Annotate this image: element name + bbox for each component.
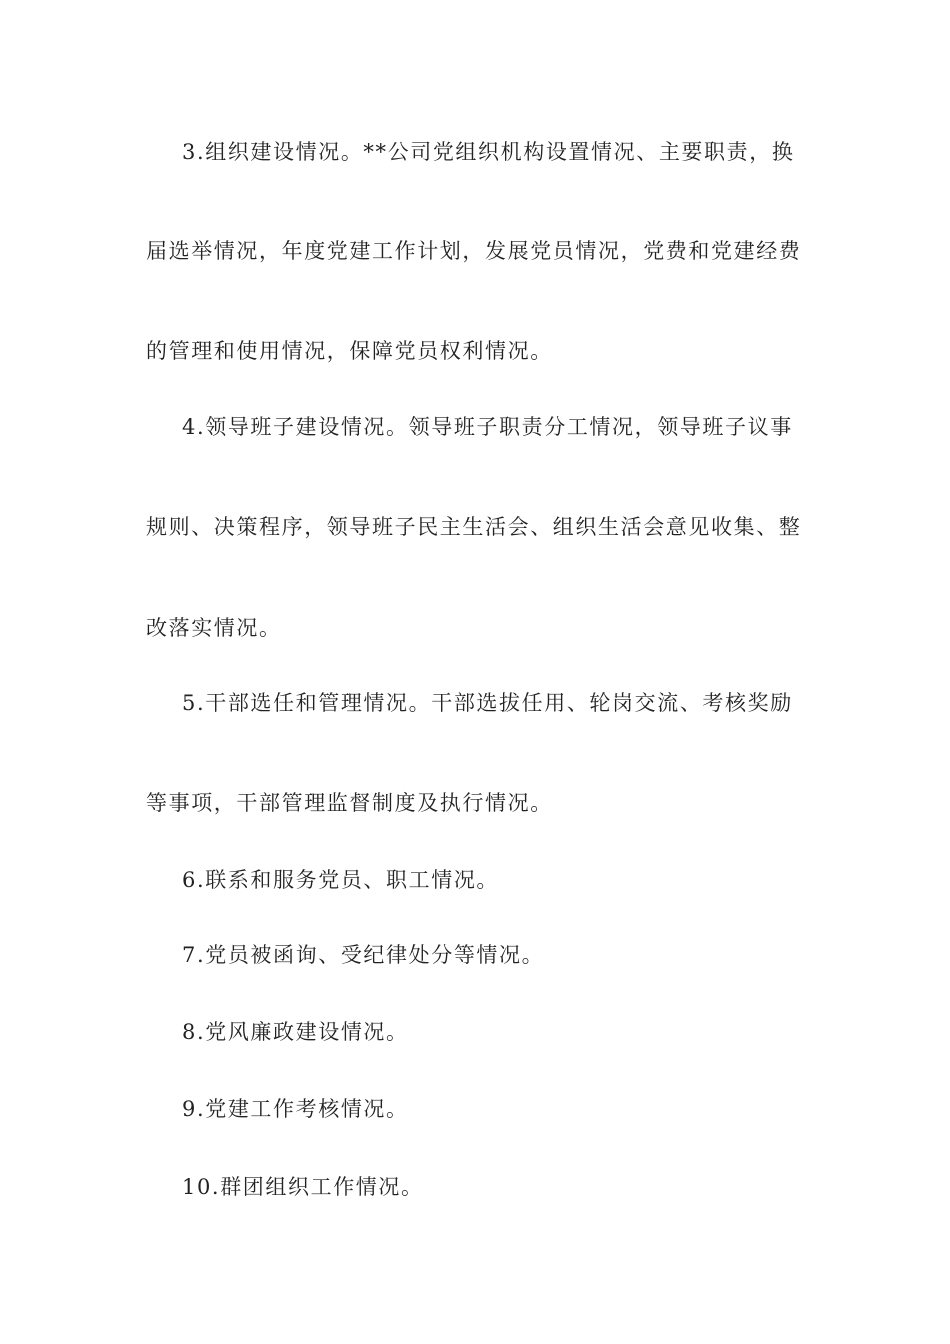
item-4-line-3: 改落实情况。 <box>146 616 282 640</box>
item-9: 9.党建工作考核情况。 <box>182 1097 409 1121</box>
item-8: 8.党风廉政建设情况。 <box>182 1020 409 1044</box>
item-4-line-1: 4.领导班子建设情况。领导班子职责分工情况，领导班子议事 <box>182 415 793 439</box>
item-3-line-3: 的管理和使用情况，保障党员权利情况。 <box>146 339 553 363</box>
item-7: 7.党员被函询、受纪律处分等情况。 <box>182 943 545 967</box>
item-10: 10.群团组织工作情况。 <box>182 1175 424 1199</box>
item-3-line-2: 届选举情况，年度党建工作计划，发展党员情况，党费和党建经费 <box>146 239 802 263</box>
item-3-line-1: 3.组织建设情况。**公司党组织机构设置情况、主要职责，换 <box>182 140 795 164</box>
item-4-line-2: 规则、决策程序，领导班子民主生活会、组织生活会意见收集、整 <box>146 515 802 539</box>
item-5-line-2: 等事项，干部管理监督制度及执行情况。 <box>146 791 553 815</box>
item-6: 6.联系和服务党员、职工情况。 <box>182 868 500 892</box>
item-5-line-1: 5.干部选任和管理情况。干部选拔任用、轮岗交流、考核奖励 <box>182 691 793 715</box>
